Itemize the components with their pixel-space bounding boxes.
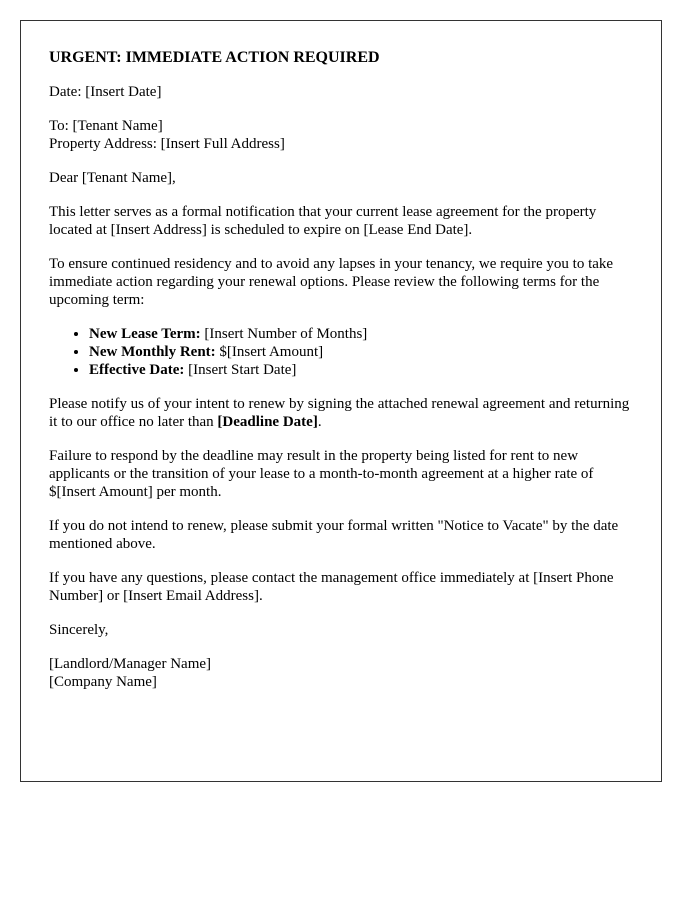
term-value: [Insert Number of Months] [200, 326, 368, 342]
signature-block [49, 655, 633, 691]
salutation: Dear [Tenant Name], [49, 170, 176, 186]
paragraph-notification: This letter serves as a formal notification that your current lease agreement for the property located at [Insert Address] is scheduled to expire on [Lease End Date]. [49, 204, 597, 238]
recipient-block [49, 117, 633, 153]
to-line: To: [Tenant Name] [49, 118, 163, 134]
paragraph-vacate: If you do not intend to renew, please submit your formal written "Notice to Vacate" by the date mentioned above. [49, 518, 619, 552]
paragraph-deadline [49, 395, 633, 431]
term-value: $[Insert Amount] [215, 344, 324, 360]
paragraph-action: To ensure continued residency and to avoid any lapses in your tenancy, we require you to take immediate action regarding your renewal options. Please review the following terms for the upcoming term: [49, 256, 614, 308]
letter [20, 20, 662, 782]
paragraph-failure: Failure to respond by the deadline may result in the property being listed for rent to new applicants or the transition of your lease to a month-to-month agreement at a higher rate of $[Insert Amount] per month. [49, 448, 594, 500]
paragraph-contact: If you have any questions, please contact the management office immediately at [Insert Phone Number] or [Insert Email Address]. [49, 570, 614, 604]
closing: Sincerely, [49, 622, 109, 638]
term-item [89, 343, 633, 361]
term-label: New Lease Term: [89, 326, 201, 342]
address-line: Property Address: [Insert Full Address] [49, 136, 285, 152]
deadline-text: Please notify us of your intent to renew by signing the attached renewal agreement and returning it to our office no later than [49, 396, 630, 430]
term-item [89, 325, 633, 343]
deadline-period: . [317, 414, 322, 430]
company-name: [Company Name] [49, 674, 157, 690]
signer-name: [Landlord/Manager Name] [49, 656, 212, 672]
term-label: New Monthly Rent: [89, 344, 216, 360]
date-line: Date: [Insert Date] [49, 84, 162, 100]
term-label: Effective Date: [89, 362, 185, 378]
deadline-date: [Deadline Date] [217, 414, 318, 430]
term-item [89, 361, 633, 379]
term-value: [Insert Start Date] [184, 362, 297, 378]
letter-heading: URGENT: IMMEDIATE ACTION REQUIRED [49, 49, 380, 66]
terms-list [49, 325, 633, 379]
